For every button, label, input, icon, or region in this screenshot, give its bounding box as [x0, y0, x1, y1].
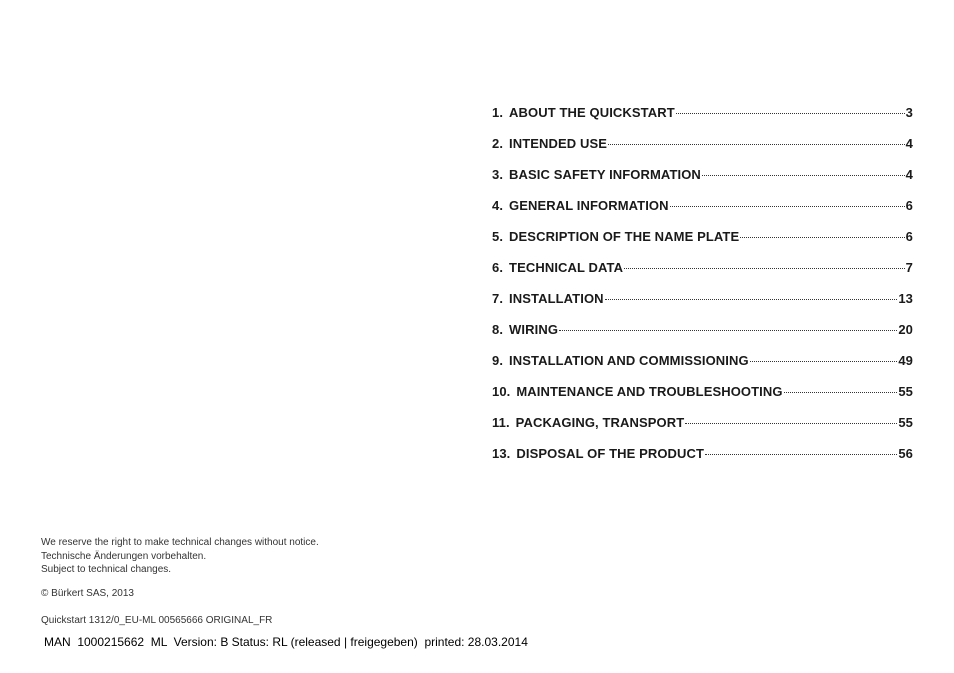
notice-english: We reserve the right to make technical changes without notice.: [41, 537, 319, 548]
toc-entry[interactable]: [492, 291, 913, 322]
toc-entry-page: 6: [905, 198, 913, 213]
toc-entry-title: MAINTENANCE AND TROUBLESHOOTING: [516, 384, 783, 399]
toc-entry-title: GENERAL INFORMATION: [509, 198, 669, 213]
print-status-line: [44, 635, 528, 649]
notice-german: Technische Änderungen vorbehalten.: [41, 550, 207, 562]
toc-dot-leader: [705, 454, 897, 455]
toc-entry-number: 13.: [492, 446, 511, 461]
toc-entry-title: WIRING: [509, 322, 559, 337]
toc-entry-number: 3.: [492, 167, 504, 182]
toc-entry-title: TECHNICAL DATA: [509, 260, 624, 275]
document-reference: Quickstart 1312/0_EU-ML 00565666 ORIGINAL_FR: [41, 615, 273, 626]
toc-dot-leader: [559, 330, 897, 331]
toc-entry-number: 1.: [492, 105, 504, 120]
toc-dot-leader: [740, 237, 904, 238]
notice-english-short: Subject to technical changes.: [41, 564, 172, 575]
toc-entry-page: 3: [905, 105, 913, 120]
toc-dot-leader: [784, 392, 898, 393]
toc-entry-number: 10.: [492, 384, 511, 399]
toc-dot-leader: [676, 113, 905, 114]
toc-entry-title: INTENDED USE: [509, 136, 608, 151]
table-of-contents: [492, 105, 913, 477]
toc-entry-title: ABOUT THE QUICKSTART: [509, 105, 675, 120]
toc-entry-page: 6: [905, 229, 913, 244]
copyright: © Bürkert SAS, 2013: [41, 588, 134, 599]
toc-entry[interactable]: [492, 167, 913, 198]
toc-entry[interactable]: [492, 105, 913, 136]
toc-entry-page: 7: [905, 260, 913, 275]
toc-entry-number: 5.: [492, 229, 504, 244]
toc-entry[interactable]: [492, 322, 913, 353]
toc-entry-page: 55: [898, 384, 913, 399]
toc-dot-leader: [750, 361, 898, 362]
toc-entry-title: DISPOSAL OF THE PRODUCT: [516, 446, 705, 461]
toc-entry[interactable]: [492, 415, 913, 446]
toc-entry-number: 6.: [492, 260, 504, 275]
toc-entry[interactable]: [492, 384, 913, 415]
toc-entry-number: 9.: [492, 353, 504, 368]
toc-dot-leader: [608, 144, 905, 145]
toc-entry-title: PACKAGING, TRANSPORT: [515, 415, 685, 430]
toc-entry-page: 13: [898, 291, 913, 306]
toc-dot-leader: [670, 206, 905, 207]
toc-dot-leader: [605, 299, 898, 300]
toc-entry-page: 56: [898, 446, 913, 461]
toc-dot-leader: [702, 175, 905, 176]
toc-entry-page: 4: [905, 167, 913, 182]
toc-entry-title: INSTALLATION AND COMMISSIONING: [509, 353, 749, 368]
toc-entry-number: 7.: [492, 291, 504, 306]
toc-entry-number: 8.: [492, 322, 504, 337]
toc-entry[interactable]: [492, 260, 913, 291]
toc-entry[interactable]: [492, 446, 913, 477]
toc-entry[interactable]: [492, 353, 913, 384]
toc-entry-title: BASIC SAFETY INFORMATION: [509, 167, 701, 182]
toc-entry-number: 4.: [492, 198, 504, 213]
toc-entry-number: 2.: [492, 136, 504, 151]
toc-entry-page: 49: [898, 353, 913, 368]
legal-notice: [41, 536, 319, 577]
toc-entry-title: INSTALLATION: [509, 291, 604, 306]
toc-entry[interactable]: [492, 136, 913, 167]
print-status-text: MAN 1000215662 ML Version: B Status: RL (released | freigegeben) printed: 28.03.2014: [44, 635, 528, 649]
toc-dot-leader: [685, 423, 897, 424]
toc-entry[interactable]: [492, 229, 913, 260]
toc-entry-title: DESCRIPTION OF THE NAME PLATE: [509, 229, 740, 244]
toc-entry-page: 20: [898, 322, 913, 337]
toc-entry-number: 11.: [492, 415, 510, 430]
toc-entry[interactable]: [492, 198, 913, 229]
toc-entry-page: 4: [905, 136, 913, 151]
toc-dot-leader: [624, 268, 905, 269]
toc-entry-page: 55: [898, 415, 913, 430]
